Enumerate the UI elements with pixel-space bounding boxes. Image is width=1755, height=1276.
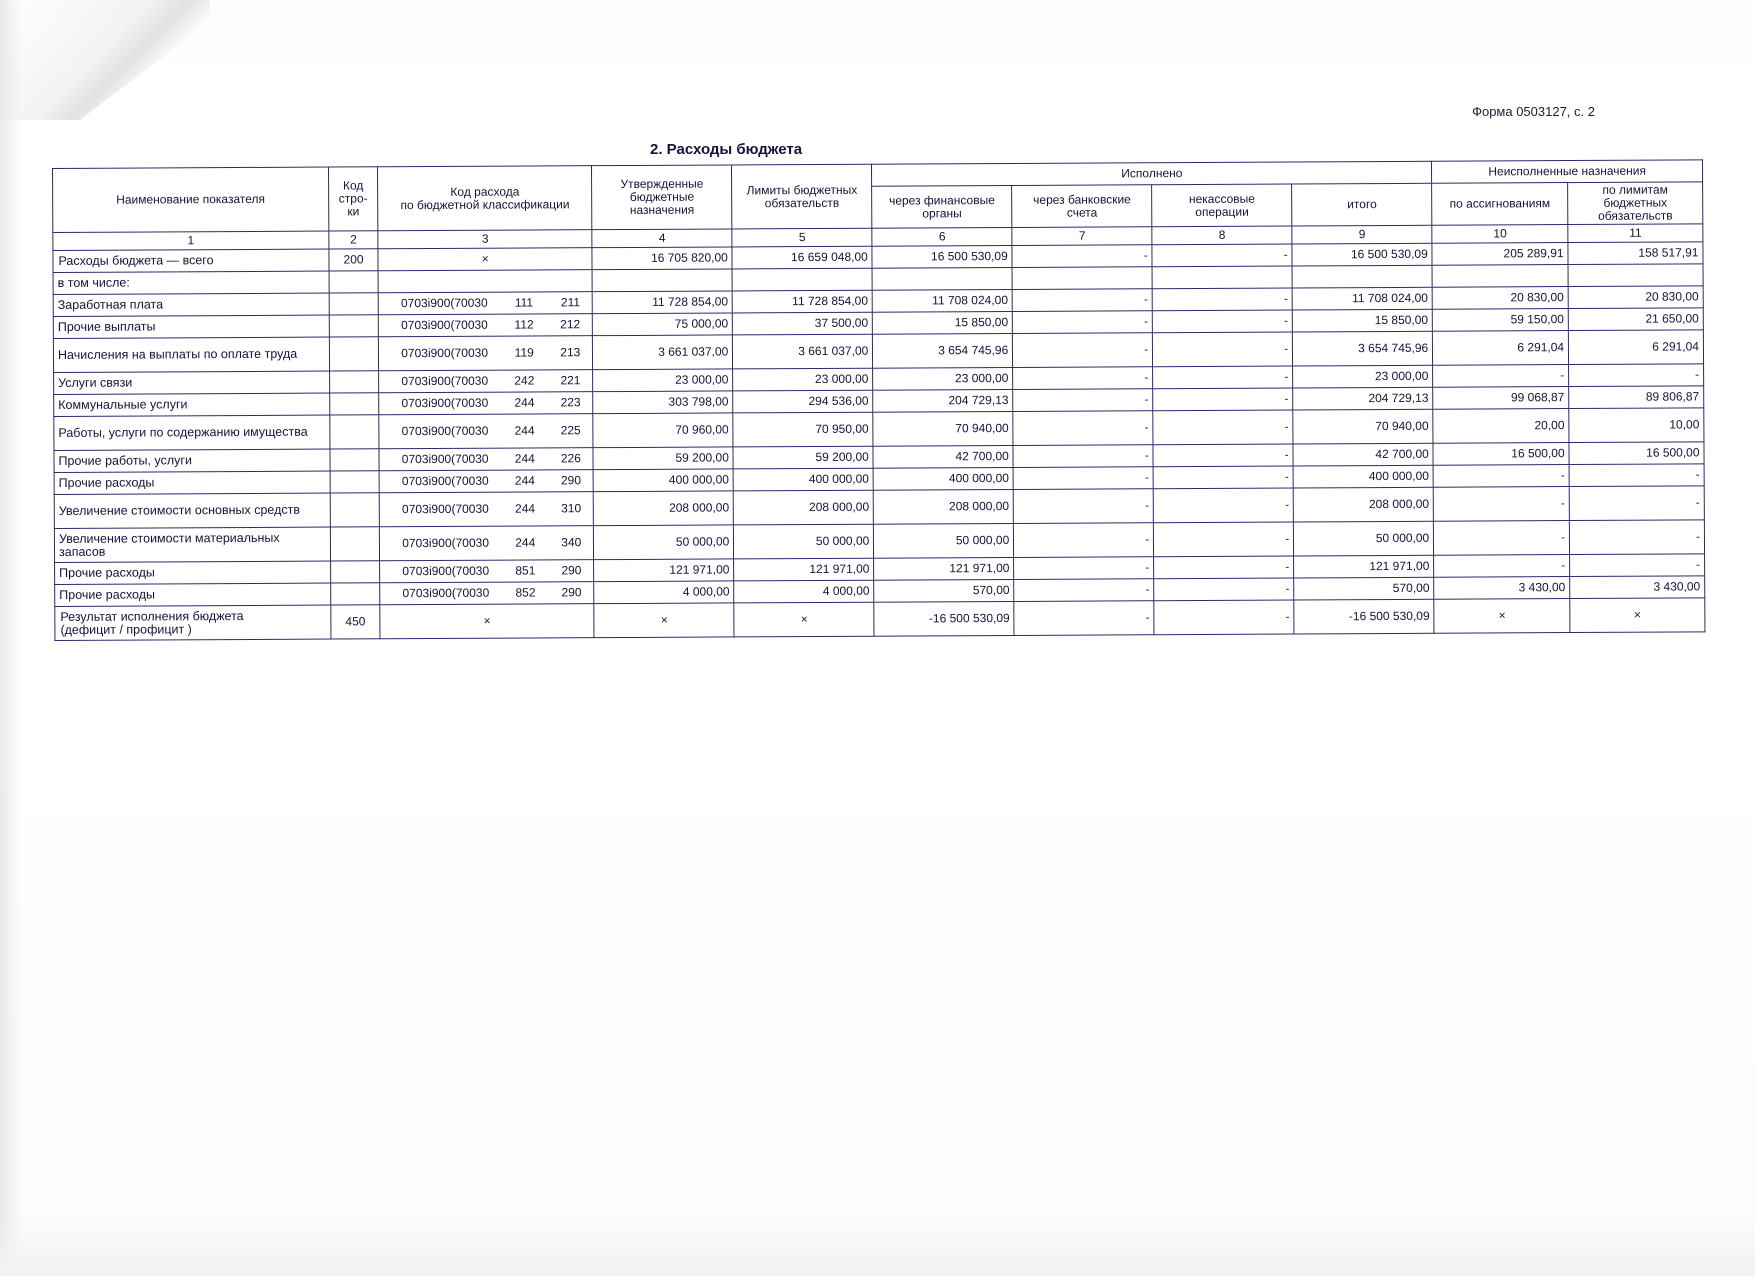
row-label: Коммунальные услуги — [54, 393, 330, 416]
th-expense-code-text: Код расхода по бюджетной классификации — [400, 184, 570, 212]
row-code — [329, 293, 379, 315]
row-approved: 303 798,00 — [593, 391, 733, 414]
colnum-3: 3 — [378, 230, 592, 249]
code-part-1: 0703і900(70030 — [402, 535, 490, 551]
row-expense-code — [379, 492, 593, 527]
code-part-3: 221 — [560, 373, 581, 388]
row-by-limits — [1568, 264, 1703, 287]
row-approved: 59 200,00 — [593, 447, 733, 470]
row-noncash: - — [1154, 600, 1294, 635]
code-part-1: 0703і900(70030 — [401, 373, 489, 389]
code-part-2: 112 — [514, 317, 534, 332]
code-part-2: 244 — [514, 451, 535, 466]
row-limits: 70 950,00 — [733, 412, 873, 447]
colnum-8: 8 — [1152, 226, 1292, 245]
row-bank: - — [1013, 445, 1153, 468]
code-part-2: 852 — [515, 585, 536, 600]
scan-edge-shadow-left — [0, 0, 22, 1276]
code-part-2: 244 — [514, 501, 536, 516]
row-bank: - — [1012, 289, 1152, 312]
row-code — [330, 527, 380, 561]
row-approved: 50 000,00 — [594, 525, 734, 560]
row-fin: 15 850,00 — [873, 311, 1013, 334]
code-part-1: 0703і900(70030 — [401, 317, 488, 333]
colnum-5: 5 — [732, 228, 872, 247]
row-approved: 75 000,00 — [593, 313, 733, 336]
row-code — [329, 315, 379, 337]
row-noncash: - — [1153, 410, 1293, 445]
row-by-assignments: 20,00 — [1433, 409, 1569, 444]
code-part-2: 244 — [514, 473, 535, 488]
th-executed-group: Исполнено — [872, 161, 1432, 186]
row-bank: - — [1013, 367, 1153, 390]
row-expense-code — [380, 526, 594, 561]
code-part-3: 340 — [561, 535, 582, 550]
row-limits: 23 000,00 — [733, 368, 873, 391]
code-part-1: 0703і900(70030 — [402, 563, 490, 579]
row-expense-code — [379, 470, 593, 493]
row-fin: 208 000,00 — [874, 489, 1014, 524]
colnum-6: 6 — [872, 227, 1012, 246]
row-by-limits: 10,00 — [1569, 408, 1704, 443]
code-part-1: 0703і900(70030 — [401, 345, 489, 361]
code-part-2: 244 — [515, 535, 536, 550]
row-fin: 16 500 530,09 — [872, 245, 1012, 268]
th-by-assignments: по ассигнованиям — [1432, 183, 1568, 226]
row-code — [330, 561, 380, 583]
colnum-11: 11 — [1568, 224, 1703, 243]
row-by-limits: 21 650,00 — [1568, 308, 1703, 331]
row-bank: - — [1013, 411, 1153, 446]
code-part-1: 0703і900(70030 — [402, 501, 489, 517]
row-noncash — [1152, 266, 1292, 289]
row-noncash: - — [1153, 310, 1293, 333]
row-fin: 50 000,00 — [874, 523, 1014, 558]
row-label: Услуги связи — [54, 371, 330, 394]
colnum-1: 1 — [53, 231, 329, 250]
row-expense-code — [378, 270, 592, 293]
row-expense-code — [379, 448, 593, 471]
th-through-fin: через финансовые органы — [872, 185, 1012, 228]
scan-edge-shadow-bottom — [0, 1216, 1755, 1276]
colnum-2: 2 — [329, 231, 378, 249]
row-expense-code — [379, 392, 593, 415]
row-total: -16 500 530,09 — [1294, 599, 1434, 634]
row-limits: 11 728 854,00 — [732, 290, 872, 313]
th-total: итого — [1292, 183, 1432, 226]
row-label — [55, 605, 331, 640]
row-noncash: - — [1153, 388, 1293, 411]
row-limits: 400 000,00 — [733, 468, 873, 491]
row-bank: - — [1013, 467, 1153, 490]
row-by-limits: × — [1570, 598, 1705, 633]
row-label: Прочие работы, услуги — [54, 449, 330, 472]
row-approved: 121 971,00 — [594, 559, 734, 582]
row-noncash: - — [1153, 366, 1293, 389]
row-by-assignments: - — [1433, 465, 1569, 488]
th-indicator: Наименование показателя — [53, 167, 329, 232]
row-limits: 4 000,00 — [734, 580, 874, 603]
row-by-limits: - — [1570, 554, 1705, 577]
row-bank: - — [1013, 389, 1153, 412]
row-approved: 208 000,00 — [594, 491, 734, 526]
row-expense-code: × — [380, 604, 594, 639]
row-limits: 50 000,00 — [734, 524, 874, 559]
row-label: в том числе: — [53, 271, 329, 294]
row-label: Начисления на выплаты по оплате труда — [53, 337, 329, 372]
code-part-3: 223 — [560, 395, 581, 410]
row-code: 450 — [331, 605, 381, 639]
row-approved: 3 661 037,00 — [593, 335, 733, 370]
th-through-bank: через банковские счета — [1012, 185, 1152, 228]
row-limits: 3 661 037,00 — [733, 334, 873, 369]
row-by-limits: - — [1569, 364, 1704, 387]
code-part-3: 290 — [561, 563, 582, 578]
row-by-assignments: 3 430,00 — [1434, 577, 1570, 600]
row-label: Работы, услуги по содержанию имущества — [54, 415, 330, 450]
row-limits: 121 971,00 — [734, 558, 874, 581]
row-by-assignments: 6 291,04 — [1433, 331, 1569, 366]
row-total: 50 000,00 — [1294, 521, 1434, 556]
row-expense-code — [379, 370, 593, 393]
row-by-assignments: 59 150,00 — [1433, 309, 1569, 332]
code-part-1: 0703і900(70030 — [402, 585, 490, 601]
th-non-cash: некассовые операции — [1152, 184, 1292, 227]
code-part-3: 226 — [560, 451, 581, 466]
row-code — [330, 471, 380, 493]
row-fin: 570,00 — [874, 579, 1014, 602]
code-part-3: 213 — [560, 345, 581, 360]
row-limits — [732, 268, 872, 291]
row-expense-code: × — [378, 248, 592, 271]
row-limits: × — [734, 602, 874, 637]
row-noncash: - — [1153, 466, 1293, 489]
row-noncash: - — [1153, 332, 1293, 367]
row-fin: 204 729,13 — [873, 389, 1013, 412]
row-label: Прочие расходы — [55, 561, 331, 584]
row-approved: 400 000,00 — [593, 469, 733, 492]
row-code: 200 — [329, 249, 379, 271]
code-part-1: 0703і900(70030 — [401, 395, 489, 411]
row-bank: - — [1012, 245, 1152, 268]
row-expense-code — [379, 336, 593, 371]
code-part-2: 111 — [514, 295, 534, 310]
row-by-assignments: × — [1434, 599, 1570, 634]
result-label: Результат исполнения бюджета (дефицит / профицит ) — [60, 608, 244, 637]
row-code — [330, 415, 380, 449]
row-total: 208 000,00 — [1293, 487, 1433, 522]
row-by-limits: - — [1569, 520, 1704, 555]
row-by-assignments: - — [1433, 487, 1569, 522]
th-by-limits: по лимитам бюджетных обязательств — [1568, 182, 1703, 225]
row-bank: - — [1013, 333, 1153, 368]
expenses-table — [52, 159, 1705, 641]
colnum-10: 10 — [1432, 225, 1568, 244]
row-total: 70 940,00 — [1293, 409, 1433, 444]
row-by-assignments: 99 068,87 — [1433, 387, 1569, 410]
row-total: 16 500 530,09 — [1292, 243, 1432, 266]
code-part-2: 851 — [515, 563, 536, 578]
code-part-3: 211 — [560, 295, 581, 310]
row-limits: 59 200,00 — [733, 446, 873, 469]
budget-expenses-table — [52, 159, 1705, 641]
row-by-limits: 158 517,91 — [1568, 242, 1703, 265]
row-noncash: - — [1152, 244, 1292, 267]
row-fin: 70 940,00 — [873, 411, 1013, 446]
row-limits: 208 000,00 — [734, 490, 874, 525]
row-total: 23 000,00 — [1293, 365, 1433, 388]
row-by-assignments: - — [1434, 555, 1570, 578]
row-total: 204 729,13 — [1293, 387, 1433, 410]
row-bank — [1012, 267, 1152, 290]
code-part-2: 244 — [514, 395, 535, 410]
th-row-code — [328, 167, 378, 231]
row-fin: 23 000,00 — [873, 367, 1013, 390]
row-noncash: - — [1154, 578, 1294, 601]
row-expense-code — [379, 414, 593, 449]
page-title: 2. Расходы бюджета — [650, 141, 803, 158]
row-expense-code — [380, 582, 594, 605]
code-part-2: 244 — [514, 423, 535, 438]
row-label: Прочие расходы — [54, 471, 330, 494]
row-by-limits: 3 430,00 — [1570, 576, 1705, 599]
row-total: 11 708 024,00 — [1292, 287, 1432, 310]
row-approved: 70 960,00 — [593, 413, 733, 448]
row-fin: 42 700,00 — [873, 445, 1013, 468]
row-code — [329, 371, 379, 393]
row-expense-code — [378, 292, 592, 315]
row-bank: - — [1014, 579, 1154, 602]
row-label: Увеличение стоимости основных средств — [54, 493, 330, 528]
code-part-2: 119 — [514, 345, 534, 360]
th-limits: Лимиты бюджетных обязательств — [732, 164, 872, 229]
row-by-assignments — [1432, 265, 1568, 288]
row-by-limits: 20 830,00 — [1568, 286, 1703, 309]
row-bank: - — [1014, 601, 1154, 636]
row-label: Прочие расходы — [55, 583, 331, 606]
row-approved: 23 000,00 — [593, 369, 733, 392]
code-part-1: 0703і900(70030 — [401, 451, 489, 467]
row-code — [329, 271, 379, 293]
form-code-label: Форма 0503127, с. 2 — [1472, 104, 1595, 119]
row-label: Увеличение стоимости материальных запасов — [54, 527, 330, 562]
colnum-4: 4 — [592, 229, 732, 248]
row-fin: 400 000,00 — [873, 467, 1013, 490]
row-label: Расходы бюджета — всего — [53, 249, 329, 272]
row-total: 15 850,00 — [1293, 309, 1433, 332]
row-limits: 37 500,00 — [733, 312, 873, 335]
row-fin: 3 654 745,96 — [873, 333, 1013, 368]
row-approved: 16 705 820,00 — [592, 247, 732, 270]
code-part-3: 290 — [560, 473, 582, 488]
code-part-3: 225 — [560, 423, 581, 438]
row-fin: 11 708 024,00 — [872, 289, 1012, 312]
row-noncash: - — [1154, 522, 1294, 557]
row-label: Заработная плата — [53, 293, 329, 316]
row-bank: - — [1013, 489, 1153, 524]
row-bank: - — [1014, 523, 1154, 558]
code-part-2: 242 — [514, 373, 535, 388]
row-by-limits: 16 500,00 — [1569, 442, 1704, 465]
th-unexecuted-group: Неисполненные назначения — [1432, 160, 1703, 183]
row-by-limits: 6 291,04 — [1568, 330, 1703, 365]
row-fin: -16 500 530,09 — [874, 601, 1014, 636]
row-noncash: - — [1153, 444, 1293, 467]
row-by-assignments: - — [1433, 365, 1569, 388]
th-approved: Утвержденные бюджетные назначения — [592, 165, 732, 230]
row-by-assignments: 20 830,00 — [1432, 287, 1568, 310]
row-expense-code — [379, 314, 593, 337]
row-total: 3 654 745,96 — [1293, 331, 1433, 366]
th-row-code-text: Код стро- ки — [338, 178, 368, 219]
colnum-7: 7 — [1012, 227, 1152, 246]
row-total: 400 000,00 — [1293, 465, 1433, 488]
row-noncash: - — [1153, 488, 1293, 523]
code-part-1: 0703і900(70030 — [400, 295, 488, 311]
code-part-3: 310 — [561, 501, 582, 516]
code-part-3: 290 — [561, 585, 582, 600]
row-by-assignments: 16 500,00 — [1433, 443, 1569, 466]
code-part-1: 0703і900(70030 — [401, 473, 489, 489]
row-code — [329, 337, 379, 371]
th-expense-code — [378, 166, 592, 231]
row-approved — [592, 269, 732, 292]
row-fin — [872, 267, 1012, 290]
row-limits: 294 536,00 — [733, 390, 873, 413]
row-total: 570,00 — [1294, 577, 1434, 600]
row-expense-code — [380, 560, 594, 583]
row-total — [1292, 265, 1432, 288]
row-by-assignments: 205 289,91 — [1432, 243, 1568, 266]
row-by-limits: - — [1569, 464, 1704, 487]
row-code — [330, 393, 380, 415]
row-approved: 4 000,00 — [594, 581, 734, 604]
row-bank: - — [1014, 557, 1154, 580]
row-approved: × — [594, 603, 734, 638]
row-total: 121 971,00 — [1294, 555, 1434, 578]
row-approved: 11 728 854,00 — [592, 291, 732, 314]
row-by-limits: - — [1569, 486, 1704, 521]
row-total: 42 700,00 — [1293, 443, 1433, 466]
code-part-1: 0703і900(70030 — [401, 423, 489, 439]
row-by-assignments: - — [1434, 521, 1570, 556]
row-code — [330, 493, 380, 527]
row-bank: - — [1013, 311, 1153, 334]
colnum-9: 9 — [1292, 225, 1432, 244]
row-limits: 16 659 048,00 — [732, 246, 872, 269]
bleed-through-text — [540, 690, 870, 820]
row-by-limits: 89 806,87 — [1569, 386, 1704, 409]
row-noncash: - — [1152, 288, 1292, 311]
row-fin: 121 971,00 — [874, 557, 1014, 580]
code-part-3: 212 — [560, 317, 581, 332]
row-label: Прочие выплаты — [53, 315, 329, 338]
row-code — [330, 449, 380, 471]
row-noncash: - — [1154, 556, 1294, 579]
row-code — [331, 583, 381, 605]
